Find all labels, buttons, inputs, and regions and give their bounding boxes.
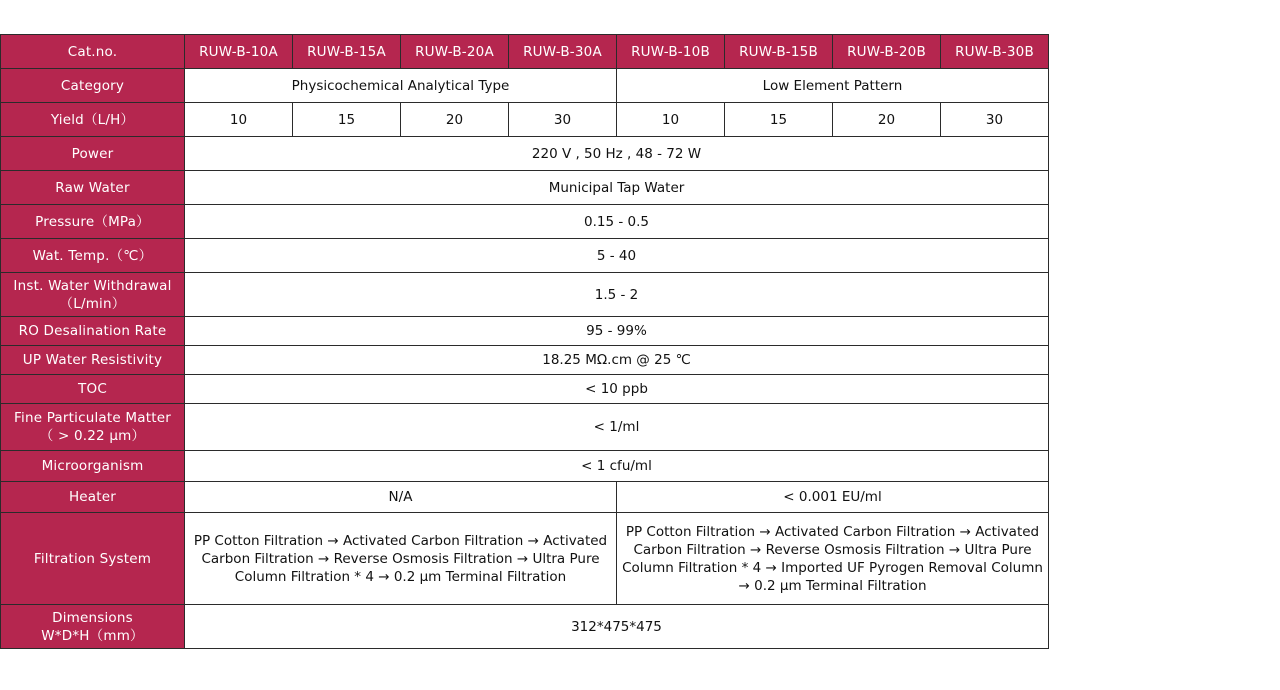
ro-rate-label: RO Desalination Rate (1, 317, 185, 346)
heater-value-a: N/A (185, 482, 617, 513)
inst-withdrawal-label (1, 273, 185, 317)
category-group-b: Low Element Pattern (617, 69, 1049, 103)
model-header-3: RUW-B-20A (401, 35, 509, 69)
fine-particulate-label (1, 404, 185, 451)
model-header-5: RUW-B-10B (617, 35, 725, 69)
microorganism-row (1, 451, 1049, 482)
yield-value-4: 30 (509, 103, 617, 137)
dimensions-label (1, 605, 185, 649)
fine-particulate-label-line1: Fine Particulate Matter (14, 410, 171, 426)
pressure-value: 0.15 - 0.5 (185, 205, 1049, 239)
inst-withdrawal-value: 1.5 - 2 (185, 273, 1049, 317)
yield-value-3: 20 (401, 103, 509, 137)
heater-label: Heater (1, 482, 185, 513)
filtration-value-a: PP Cotton Filtration → Activated Carbon Filtration → Activated Carbon Filtration → Reverse Osmosis Filtration → Ultra Pure Column Filtration * 4 → 0.2 μm Terminal Filtration (185, 513, 617, 605)
yield-value-6: 15 (725, 103, 833, 137)
filtration-row (1, 513, 1049, 605)
fine-particulate-row (1, 404, 1049, 451)
toc-value: < 10 ppb (185, 375, 1049, 404)
fine-particulate-value: < 1/ml (185, 404, 1049, 451)
model-header-1: RUW-B-10A (185, 35, 293, 69)
toc-label: TOC (1, 375, 185, 404)
filtration-label: Filtration System (1, 513, 185, 605)
catno-label: Cat.no. (1, 35, 185, 69)
inst-withdrawal-row (1, 273, 1049, 317)
wat-temp-value: 5 - 40 (185, 239, 1049, 273)
yield-row (1, 103, 1049, 137)
category-group-a: Physicochemical Analytical Type (185, 69, 617, 103)
model-header-7: RUW-B-20B (833, 35, 941, 69)
power-label: Power (1, 137, 185, 171)
wat-temp-row (1, 239, 1049, 273)
raw-water-label: Raw Water (1, 171, 185, 205)
category-row (1, 69, 1049, 103)
ro-rate-row (1, 317, 1049, 346)
pressure-label: Pressure（MPa） (1, 205, 185, 239)
fine-particulate-label-line2: （ > 0.22 μm） (39, 428, 146, 444)
filtration-value-b: PP Cotton Filtration → Activated Carbon Filtration → Activated Carbon Filtration → Reverse Osmosis Filtration → Ultra Pure Column Filtration * 4 → Imported UF Pyrogen Removal Column → 0.2 μm Terminal Filtration (617, 513, 1049, 605)
microorganism-label: Microorganism (1, 451, 185, 482)
up-resistivity-value: 18.25 MΩ.cm @ 25 ℃ (185, 346, 1049, 375)
power-row (1, 137, 1049, 171)
yield-label: Yield（L/H） (1, 103, 185, 137)
yield-value-8: 30 (941, 103, 1049, 137)
ro-rate-value: 95 - 99% (185, 317, 1049, 346)
heater-row (1, 482, 1049, 513)
raw-water-value: Municipal Tap Water (185, 171, 1049, 205)
dimensions-label-line1: Dimensions (52, 609, 133, 626)
wat-temp-label: Wat. Temp.（℃） (1, 239, 185, 273)
microorganism-value: < 1 cfu/ml (185, 451, 1049, 482)
heater-value-b: < 0.001 EU/ml (617, 482, 1049, 513)
toc-row (1, 375, 1049, 404)
inst-withdrawal-label-line1: Inst. Water Withdrawal (13, 277, 172, 294)
catno-row (1, 35, 1049, 69)
yield-value-1: 10 (185, 103, 293, 137)
power-value: 220 V , 50 Hz , 48 - 72 W (185, 137, 1049, 171)
dimensions-label-line2: W*D*H（mm） (41, 627, 144, 644)
spec-table (0, 34, 1049, 649)
dimensions-row (1, 605, 1049, 649)
model-header-6: RUW-B-15B (725, 35, 833, 69)
yield-value-5: 10 (617, 103, 725, 137)
model-header-4: RUW-B-30A (509, 35, 617, 69)
yield-value-2: 15 (293, 103, 401, 137)
up-resistivity-row (1, 346, 1049, 375)
pressure-row (1, 205, 1049, 239)
dimensions-value: 312*475*475 (185, 605, 1049, 649)
inst-withdrawal-label-line2: （L/min） (59, 295, 126, 312)
model-header-8: RUW-B-30B (941, 35, 1049, 69)
up-resistivity-label: UP Water Resistivity (1, 346, 185, 375)
yield-value-7: 20 (833, 103, 941, 137)
model-header-2: RUW-B-15A (293, 35, 401, 69)
category-label: Category (1, 69, 185, 103)
raw-water-row (1, 171, 1049, 205)
